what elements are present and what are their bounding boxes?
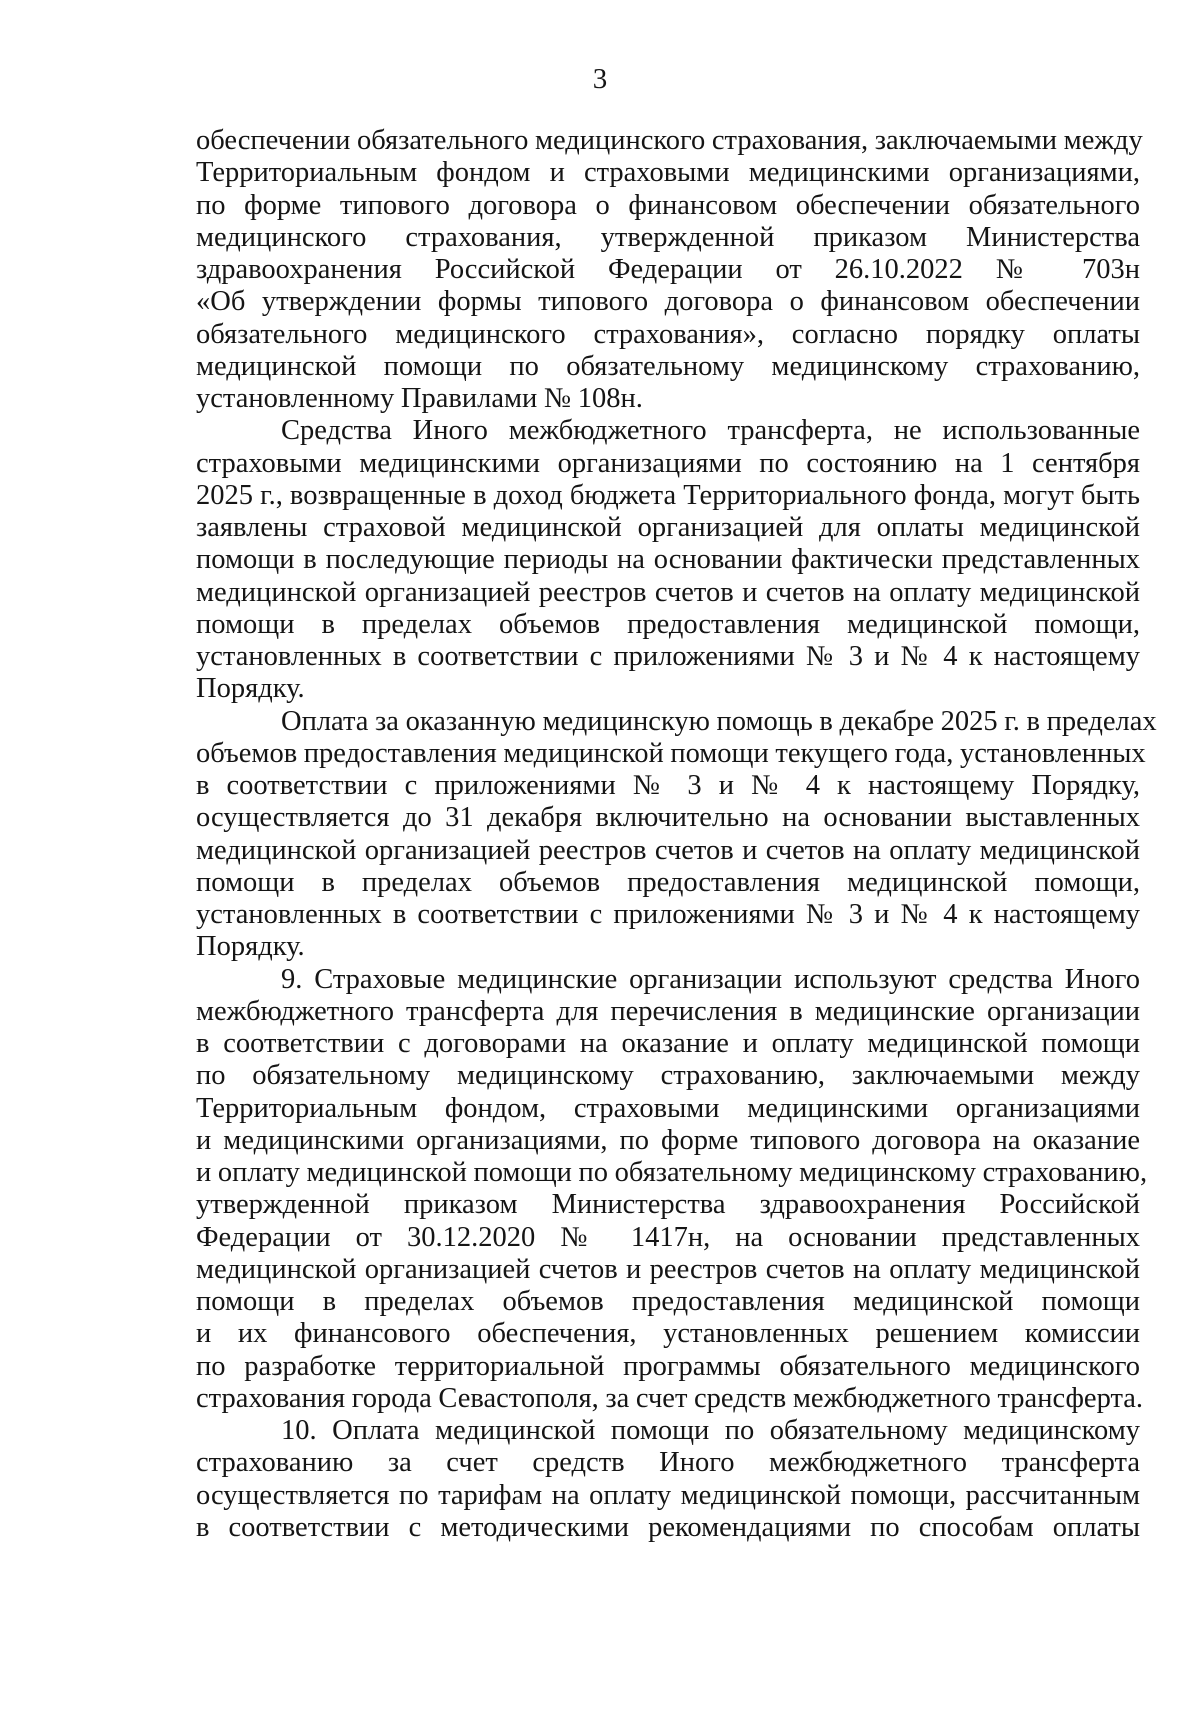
text-line: Территориальным фондом, страховыми медицинскими организациями	[196, 1092, 1140, 1124]
text-line: обеспечении обязательного медицинского страхования, заключаемыми между	[196, 125, 1143, 156]
text-line: в соответствии с договорами на оказание и оплату медицинской помощи	[196, 1028, 1140, 1059]
text-line: Оплата за оказанную медицинскую помощь в декабре 2025 г. в пределах	[281, 705, 1157, 737]
paragraph	[196, 1415, 1140, 1544]
text-line: заявлены страховой медицинской организацией для оплаты медицинской	[196, 512, 1140, 543]
text-line: страхования города Севастополя, за счет средств межбюджетного трансферта.	[196, 1382, 1144, 1414]
text-line: по форме типового договора о финансовом обеспечении обязательного	[196, 189, 1140, 221]
text-line: Федерации от 30.12.2020 № 1417н, на основании представленных	[196, 1221, 1140, 1253]
text-line: утвержденной приказом Министерства здравоохранения Российской	[196, 1189, 1140, 1221]
text-line: медицинской организацией счетов и реестров счетов на оплату медицинской	[196, 1253, 1140, 1285]
text-line: по разработке территориальной программы обязательного медицинского	[196, 1350, 1140, 1382]
text-line: установленных в соответствии с приложениями № 3 и № 4 к настоящему	[196, 899, 1140, 930]
paragraph	[196, 963, 1148, 1416]
text-line: объемов предоставления медицинской помощи текущего года, установленных	[196, 737, 1146, 769]
text-line: по обязательному медицинскому страхованию, заключаемыми между	[196, 1060, 1140, 1092]
text-line: страховыми медицинскими организациями по состоянию на 1 сентября	[196, 447, 1140, 479]
text-line: осуществляется до 31 декабря включительно на основании выставленных	[196, 802, 1140, 834]
text-line: Территориальным фондом и страховыми медицинскими организациями,	[196, 157, 1140, 189]
page-number: 3	[592, 63, 608, 95]
text-line: 9. Страховые медицинские организации используют средства Иного	[281, 963, 1140, 995]
text-line: медицинской организацией реестров счетов и счетов на оплату медицинской	[196, 834, 1140, 866]
text-line: и их финансового обеспечения, установленных решением комиссии	[196, 1318, 1140, 1350]
text-line: Порядку.	[196, 931, 305, 963]
paragraph	[196, 415, 1140, 705]
text-line: помощи в пределах объемов предоставления медицинской помощи	[196, 1286, 1140, 1317]
text-line: Порядку.	[196, 673, 305, 705]
text-line: обязательного медицинского страхования», согласно порядку оплаты	[196, 318, 1140, 350]
text-line: установленных в соответствии с приложениями № 3 и № 4 к настоящему	[196, 641, 1140, 672]
text-line: медицинского страхования, утвержденной приказом Министерства	[196, 221, 1140, 253]
paragraph	[196, 705, 1157, 964]
text-line: здравоохранения Российской Федерации от 26.10.2022 № 703н	[196, 254, 1140, 285]
text-line: и медицинскими организациями, по форме типового договора на оказание	[196, 1124, 1140, 1156]
text-line: помощи в пределах объемов предоставления медицинской помощи,	[196, 608, 1140, 640]
text-line: медицинской помощи по обязательному медицинскому страхованию,	[196, 350, 1140, 382]
text-line: «Об утверждении формы типового договора о финансовом обеспечении	[196, 286, 1140, 318]
text-line: Средства Иного межбюджетного трансферта, не использованные	[281, 415, 1140, 447]
text-line: межбюджетного трансферта для перечисления в медицинские организации	[196, 995, 1140, 1027]
text-line: в соответствии с приложениями № 3 и № 4 к настоящему Порядку,	[196, 770, 1140, 801]
text-line: помощи в последующие периоды на основании фактически представленных	[196, 544, 1140, 576]
text-line: страхованию за счет средств Иного межбюджетного трансферта	[196, 1447, 1140, 1479]
text-line: помощи в пределах объемов предоставления медицинской помощи,	[196, 866, 1140, 898]
document-body	[196, 125, 1157, 1544]
text-line: осуществляется по тарифам на оплату медицинской помощи, рассчитанным	[196, 1479, 1140, 1511]
text-line: 10. Оплата медицинской помощи по обязательному медицинскому	[281, 1415, 1140, 1446]
paragraph	[196, 125, 1143, 415]
text-line: в соответствии с методическими рекомендациями по способам оплаты	[196, 1511, 1140, 1543]
text-line: установленному Правилами № 108н.	[196, 383, 643, 414]
text-line: 2025 г., возвращенные в доход бюджета Территориального фонда, могут быть	[196, 479, 1140, 511]
text-line: и оплату медицинской помощи по обязательному медицинскому страхованию,	[196, 1157, 1148, 1188]
text-line: медицинской организацией реестров счетов и счетов на оплату медицинской	[196, 576, 1140, 608]
